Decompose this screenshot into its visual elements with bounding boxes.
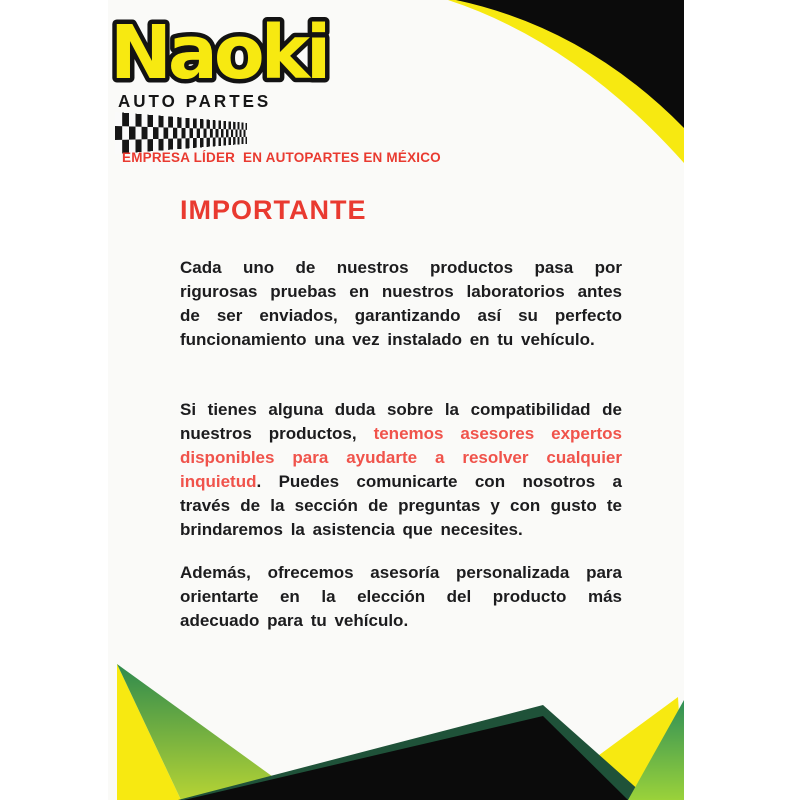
flyer-page <box>108 0 684 800</box>
paragraph-advice: Además, ofrecemos asesoría personalizada para orientarte en la elección del producto más adecuado para tu vehículo. <box>180 563 622 630</box>
logo-subtext: AUTO PARTES <box>118 91 272 112</box>
paragraph-quality-text: Cada uno de nuestros productos pasa por rigurosas pruebas en nuestros laboratorios antes de ser enviados, garantizando así su perfecto funcionamiento una vez instalado en tu vehículo. <box>180 258 622 349</box>
brand-tagline: EMPRESA LÍDER EN AUTOPARTES EN MÉXICO <box>122 150 441 165</box>
page-title: IMPORTANTE <box>180 195 367 225</box>
paragraph-support-tail: . Puedes comunicarte con nosotros a través de la sección de preguntas y con gusto te brindaremos la asistencia que necesites. <box>180 472 622 539</box>
naoki-logo <box>104 0 384 104</box>
paragraph-support <box>180 398 622 542</box>
logo-wordmark: Naoki <box>110 10 328 96</box>
paragraph-quality <box>180 256 622 352</box>
paragraph-support-highlight: tenemos asesores expertos disponibles para ayudarte a resolver cualquier inquietud <box>180 424 622 491</box>
paragraph-support-lead: Si tienes alguna duda sobre la compatibilidad de nuestros productos, <box>180 400 622 443</box>
